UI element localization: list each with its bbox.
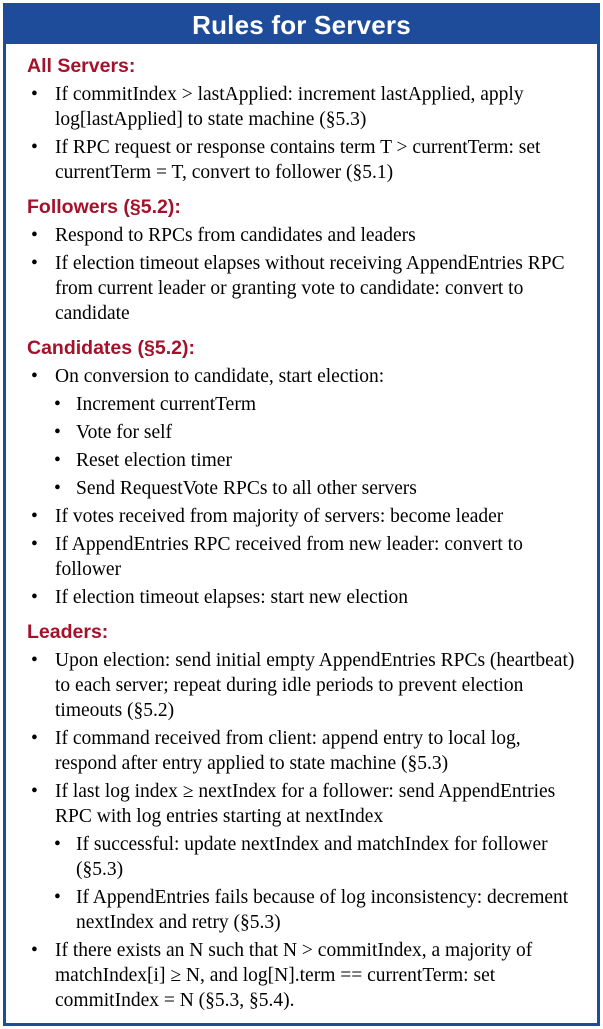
section-leaders <box>27 620 585 1013</box>
list-subitem: • Vote for self <box>27 420 585 445</box>
title-bar <box>6 6 597 44</box>
list-all-servers <box>27 82 585 185</box>
section-candidates <box>27 336 585 610</box>
rules-box <box>3 3 600 1026</box>
list-item: • Respond to RPCs from candidates and leaders <box>27 223 585 248</box>
list-subitem: • Send RequestVote RPCs to all other servers <box>27 476 585 501</box>
list-item: • On conversion to candidate, start election: <box>27 364 585 389</box>
list-subitem: • Increment currentTerm <box>27 392 585 417</box>
list-item: • If RPC request or response contains term T > currentTerm: set currentTerm = T, convert to follower (§5.1) <box>27 135 585 185</box>
list-item: • If election timeout elapses: start new election <box>27 585 585 610</box>
list-followers <box>27 223 585 326</box>
list-item: • If AppendEntries RPC received from new leader: convert to follower <box>27 532 585 582</box>
heading-all-servers: All Servers: <box>27 55 136 77</box>
list-subitem: • If successful: update nextIndex and matchIndex for follower (§5.3) <box>27 832 585 882</box>
rules-content <box>6 44 597 1013</box>
list-item: • If votes received from majority of servers: become leader <box>27 504 585 529</box>
list-item: • If last log index ≥ nextIndex for a follower: send AppendEntries RPC with log entries starting at nextIndex <box>27 779 585 829</box>
list-subitem: • If AppendEntries fails because of log inconsistency: decrement nextIndex and retry (§5.3) <box>27 885 585 935</box>
section-all-servers <box>27 54 585 185</box>
list-item: • If there exists an N such that N > commitIndex, a majority of matchIndex[i] ≥ N, and log[N].term == currentTerm: set commitIndex = N (§5.3, §5.4). <box>27 938 585 1013</box>
list-item: • If command received from client: append entry to local log, respond after entry applied to state machine (§5.3) <box>27 726 585 776</box>
heading-followers: Followers (§5.2): <box>27 196 181 218</box>
page-title: Rules for Servers <box>192 9 411 40</box>
heading-leaders: Leaders: <box>27 621 109 643</box>
list-leaders <box>27 648 585 1013</box>
list-candidates <box>27 364 585 610</box>
heading-candidates: Candidates (§5.2): <box>27 337 195 359</box>
list-item: • If election timeout elapses without receiving AppendEntries RPC from current leader or granting vote to candidate: convert to candidate <box>27 251 585 326</box>
list-subitem: • Reset election timer <box>27 448 585 473</box>
list-item: • If commitIndex > lastApplied: increment lastApplied, apply log[lastApplied] to state machine (§5.3) <box>27 82 585 132</box>
section-followers <box>27 195 585 326</box>
list-item: • Upon election: send initial empty AppendEntries RPCs (heartbeat) to each server; repeat during idle periods to prevent election timeouts (§5.2) <box>27 648 585 723</box>
